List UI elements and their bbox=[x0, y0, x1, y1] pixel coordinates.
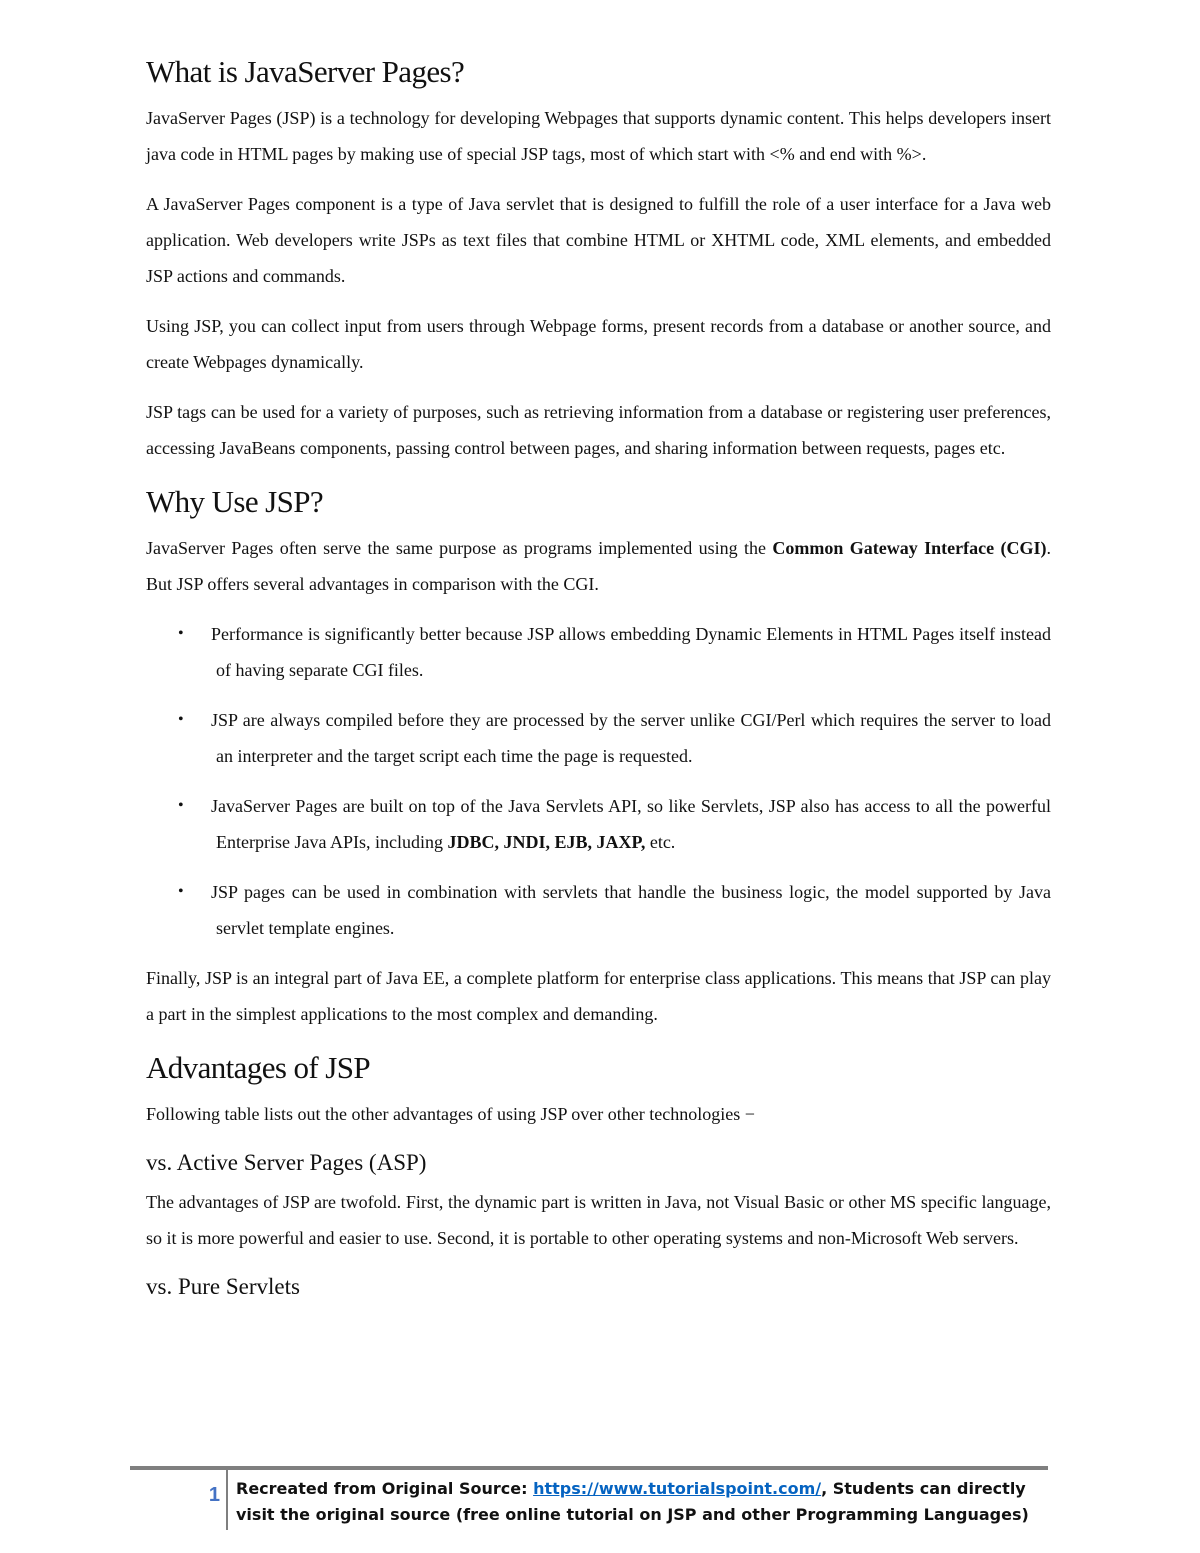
cgi-term: Common Gateway Interface (CGI) bbox=[772, 538, 1047, 558]
page-number: 1 bbox=[208, 1484, 220, 1506]
paragraph-jsp-tags: JSP tags can be used for a variety of purposes, such as retrieving information from a database or registering user preferences, accessing JavaBeans components, passing control between pages, and sharing information between requests, pages etc. bbox=[146, 402, 1051, 458]
bullet-icon: • bbox=[178, 797, 184, 814]
paragraph-jsp-component: A JavaServer Pages component is a type of Java servlet that is designed to fulfill the role of a user interface for a Java web application. Web developers write JSPs as text files that combine HTML or XHTML code, XML elements, and embedded JSP actions and commands. bbox=[146, 194, 1051, 286]
attribution-suffix: , Students can directly visit the original source (free online tutorial on JSP and other Programming Languages) bbox=[236, 1479, 1029, 1524]
paragraph-vs-asp: The advantages of JSP are twofold. First, the dynamic part is written in Java, not Visual Basic or other MS specific language, so it is more powerful and easier to use. Second, it is portable to other operating systems and non-Microsoft Web servers. bbox=[146, 1192, 1051, 1248]
heading-advantages-of-jsp: Advantages of JSP bbox=[146, 1050, 371, 1085]
list-item bbox=[146, 702, 1051, 774]
attribution-prefix: Recreated from Original Source: bbox=[236, 1479, 534, 1498]
footer-divider bbox=[226, 1470, 228, 1530]
apis-bold: JDBC, JNDI, EJB, JAXP, bbox=[447, 832, 646, 852]
paragraph-java-ee: Finally, JSP is an integral part of Java EE, a complete platform for enterprise class applications. This means that JSP can play a part in the simplest applications to the most complex and demanding. bbox=[146, 968, 1051, 1024]
bullet-icon: • bbox=[178, 625, 184, 642]
advantages-bullet-list bbox=[146, 616, 1051, 946]
bullet-icon: • bbox=[178, 883, 184, 900]
list-item-text bbox=[211, 788, 1051, 860]
list-item-text: JSP pages can be used in combination with servlets that handle the business logic, the model supported by Java servlet template engines. bbox=[211, 882, 1051, 938]
apis-text: JavaServer Pages are built on top of the Java Servlets API, so like Servlets, JSP also has access to all the powerful Enterprise Java APIs, including bbox=[211, 796, 1051, 852]
heading-what-is-jsp: What is JavaServer Pages? bbox=[146, 54, 465, 89]
subheading-vs-asp: vs. Active Server Pages (ASP) bbox=[146, 1150, 427, 1175]
subheading-vs-pure-servlets: vs. Pure Servlets bbox=[146, 1274, 300, 1299]
bullet-icon: • bbox=[178, 711, 184, 728]
apis-tail: etc. bbox=[645, 832, 676, 852]
footer-rule bbox=[130, 1466, 1048, 1470]
list-item bbox=[146, 616, 1051, 688]
heading-why-use-jsp: Why Use JSP? bbox=[146, 484, 324, 519]
cgi-intro-tail: . But JSP offers several advantages in comparison with the CGI. bbox=[146, 538, 1052, 594]
paragraph-cgi-comparison bbox=[146, 530, 1051, 602]
document-page bbox=[146, 50, 1051, 1304]
list-item bbox=[146, 788, 1051, 860]
cgi-intro-text: JavaServer Pages often serve the same purpose as programs implemented using the bbox=[146, 538, 773, 558]
paragraph-jsp-definition: JavaServer Pages (JSP) is a technology for developing Webpages that supports dynamic content. This helps developers insert java code in HTML pages by making use of special JSP tags, most of which start with <% and end with %>. bbox=[146, 108, 1051, 164]
source-link[interactable]: https://www.tutorialspoint.com/ bbox=[533, 1479, 822, 1498]
page-footer bbox=[130, 1466, 1048, 1536]
list-item-text: JSP are always compiled before they are processed by the server unlike CGI/Perl which requires the server to load an interpreter and the target script each time the page is requested. bbox=[211, 710, 1051, 766]
footer-attribution bbox=[236, 1476, 1036, 1528]
list-item bbox=[146, 874, 1051, 946]
paragraph-advantages-intro: Following table lists out the other advantages of using JSP over other technologies − bbox=[146, 1104, 755, 1124]
paragraph-using-jsp: Using JSP, you can collect input from users through Webpage forms, present records from a database or another source, and create Webpages dynamically. bbox=[146, 316, 1051, 372]
list-item-text: Performance is significantly better because JSP allows embedding Dynamic Elements in HTML Pages itself instead of having separate CGI files. bbox=[211, 624, 1051, 680]
